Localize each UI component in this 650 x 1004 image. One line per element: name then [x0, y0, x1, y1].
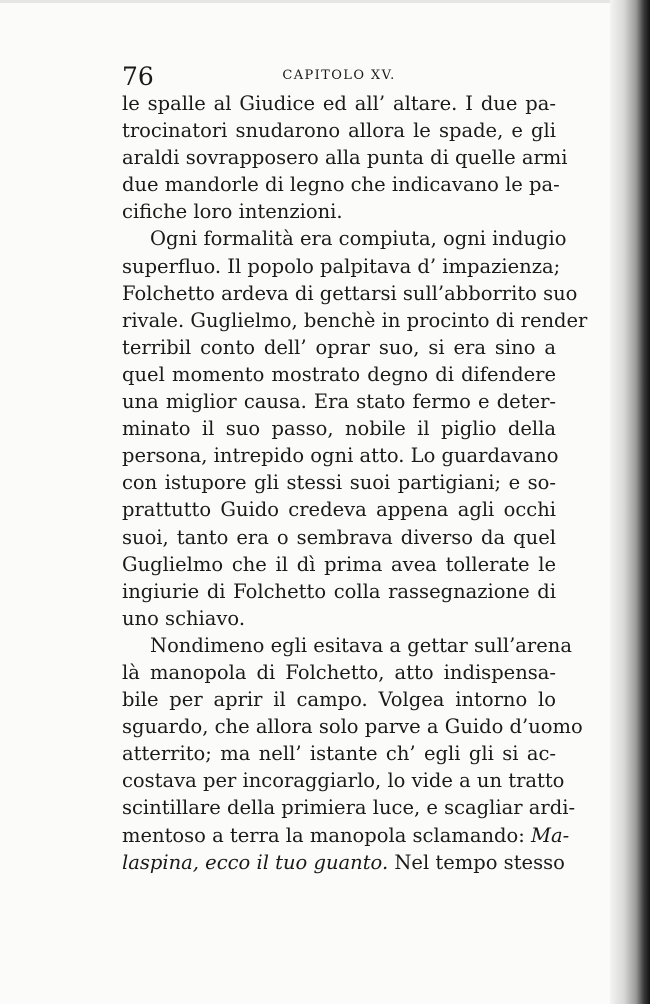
- text-line: bile per aprir il campo. Volgea intorno lo: [122, 688, 556, 712]
- text-line: superfluo. Il popolo palpitava d’ impazienza;: [122, 254, 561, 278]
- page-top-edge: [0, 0, 650, 3]
- text-line: sguardo, che allora solo parve a Guido d’uomo: [122, 715, 583, 739]
- text-line: rivale. Guglielmo, benchè in procinto di render: [122, 308, 588, 332]
- page-header: [122, 62, 556, 92]
- text-line: trocinatori snudarono allora le spade, e gli: [122, 119, 556, 143]
- text-line: Guglielmo che il dì prima avea tollerate le: [122, 552, 556, 576]
- text-segment: Nel tempo stesso: [388, 850, 565, 874]
- text-line: uno schiavo.: [122, 606, 246, 630]
- text-line: una miglior causa. Era stato fermo e deter-: [122, 390, 556, 414]
- text-line: Folchetto ardeva di gettarsi sull’abborrito suo: [122, 281, 578, 305]
- text-segment: mentoso a terra la manopola sclamando:: [122, 823, 525, 847]
- text-line: con istupore gli stessi suoi partigiani; e so-: [122, 471, 556, 495]
- text-line: [122, 849, 565, 876]
- italic-text: laspina, ecco il tuo guanto.: [122, 850, 389, 874]
- text-line: le spalle al Giudice ed all’ altare. I due pa-: [122, 92, 556, 115]
- text-line: suoi, tanto era o sembrava diverso da quel: [122, 525, 556, 549]
- text-line: due mandorle di legno che indicavano le pa-: [122, 173, 560, 197]
- text-line: minato il suo passo, nobile il piglio della: [122, 417, 556, 441]
- text-line: araldi sovrapposero alla punta di quelle armi: [122, 146, 568, 170]
- text-line: ingiurie di Folchetto colla rassegnazione di: [122, 579, 556, 603]
- text-line: Ogni formalità era compiuta, ogni indugio: [150, 227, 567, 251]
- italic-text: Ma-: [531, 823, 570, 847]
- text-line: cifiche loro intenzioni.: [122, 200, 343, 224]
- text-line: quel momento mostrato degno di difendere: [122, 362, 556, 386]
- text-line: [122, 822, 570, 849]
- text-line: terribil conto dell’ oprar suo, si era sino a: [122, 335, 556, 359]
- text-line: là manopola di Folchetto, atto indispensa-: [122, 660, 556, 684]
- body-text: [122, 90, 588, 876]
- text-line: Nondimeno egli esitava a gettar sull’arena: [150, 633, 572, 657]
- text-line: costava per incoraggiarlo, lo vide a un tratto: [122, 769, 565, 793]
- page-number: 76: [122, 62, 154, 91]
- page-binding-shadow: [610, 0, 650, 1004]
- text-line: persona, intrepido ogni atto. Lo guardavano: [122, 444, 559, 468]
- running-head: CAPITOLO XV.: [282, 68, 396, 83]
- text-line: atterrito; ma nell’ istante ch’ egli gli si ac-: [122, 742, 556, 766]
- text-line: prattutto Guido credeva appena agli occhi: [122, 498, 556, 522]
- text-line: scintillare della primiera luce, e scagliar ardi-: [122, 796, 576, 820]
